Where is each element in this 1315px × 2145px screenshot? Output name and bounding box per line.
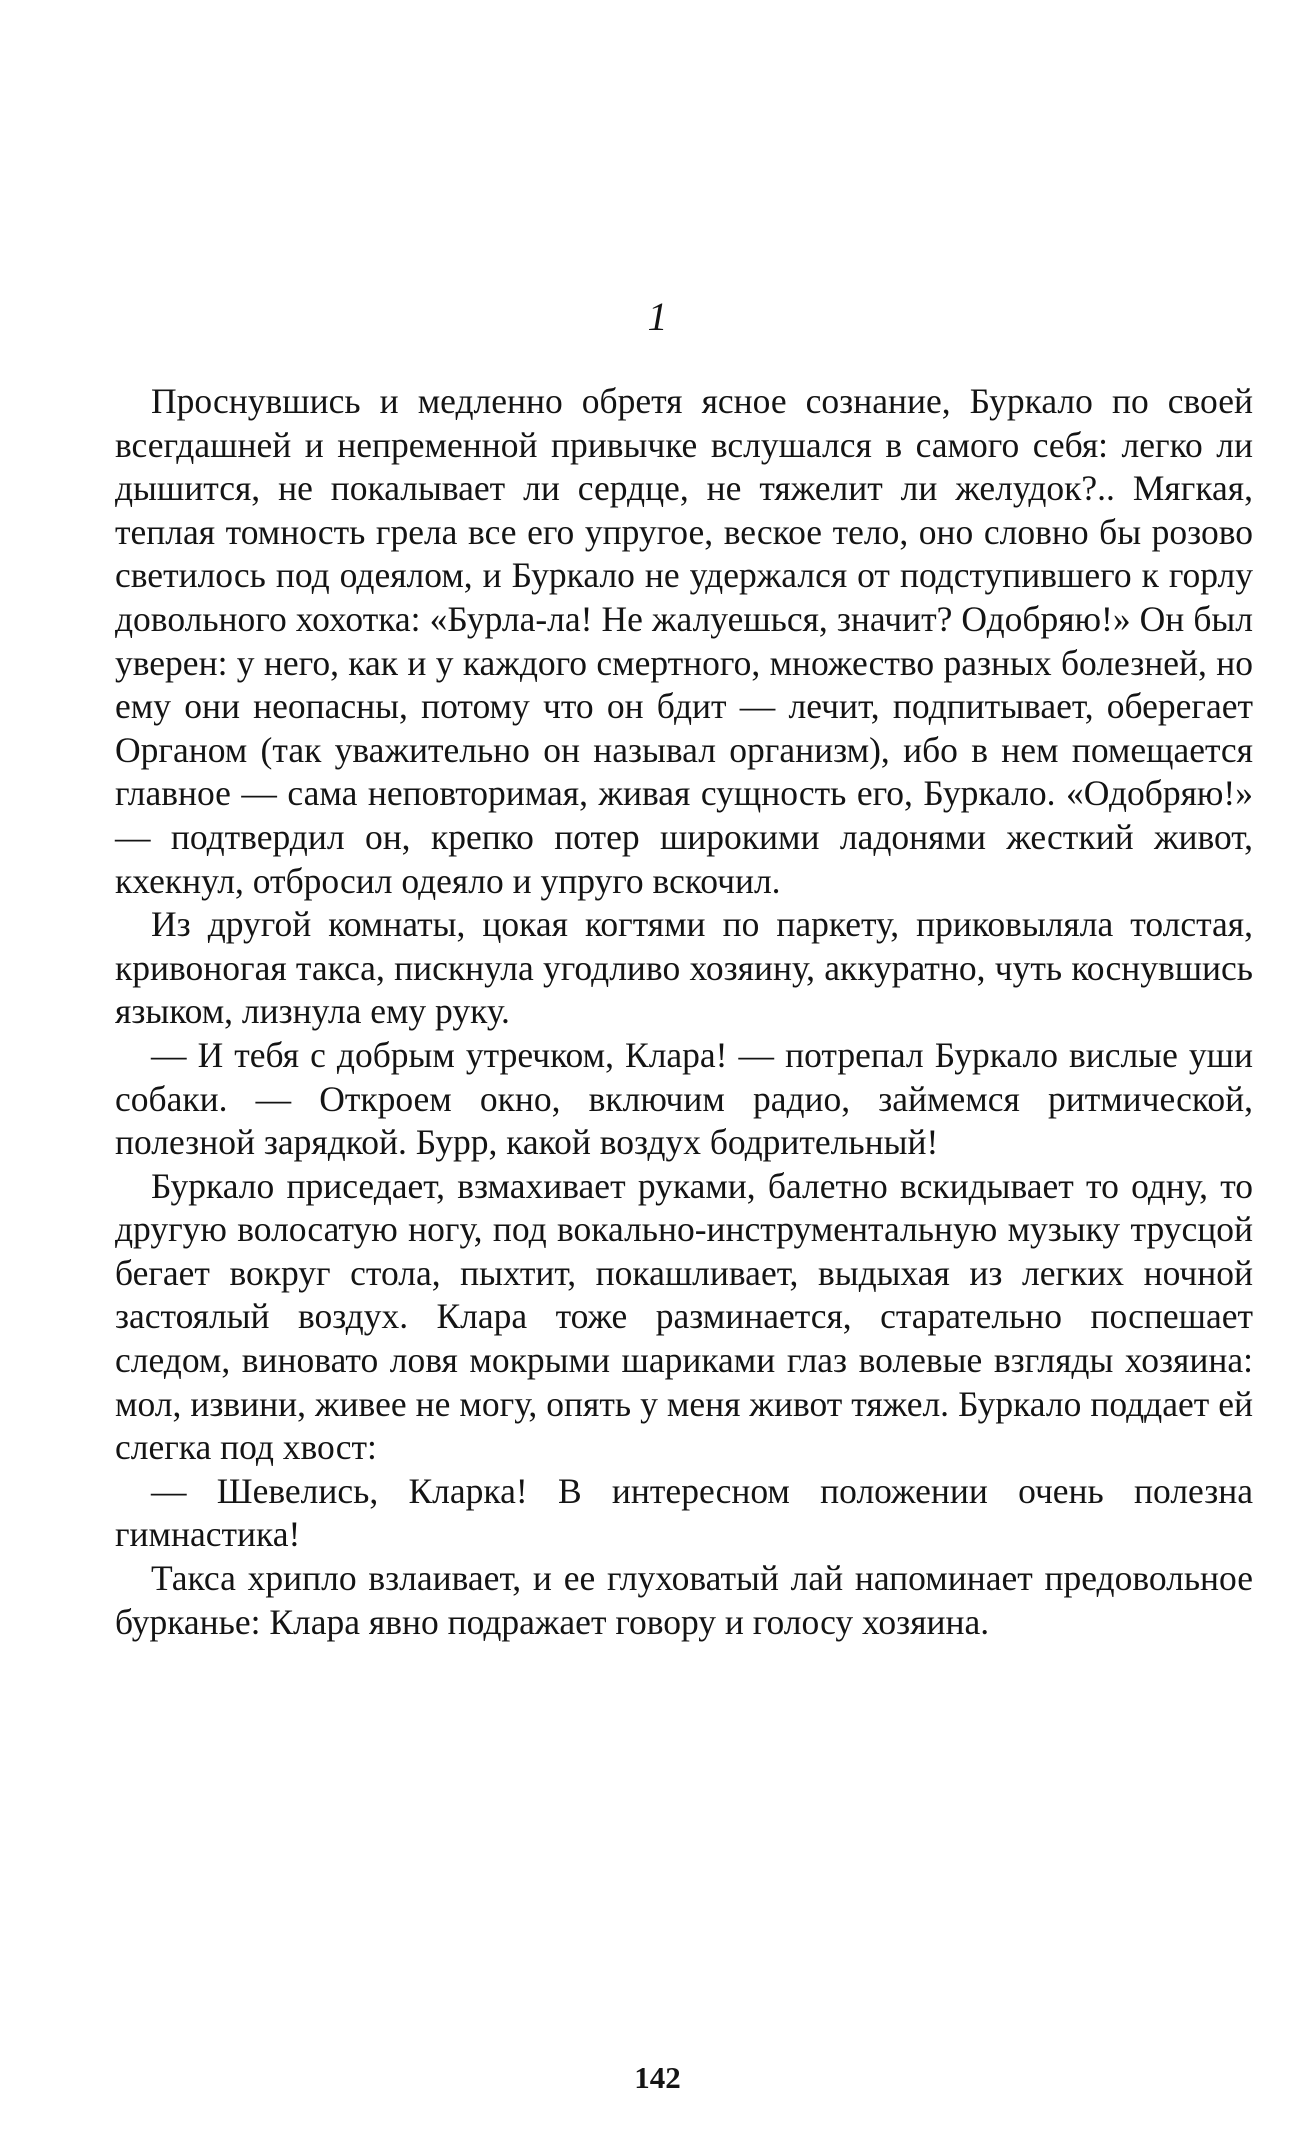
chapter-number: 1 [647, 294, 668, 339]
page-number: 142 [634, 2060, 681, 2095]
paragraph: Буркало приседает, взмахивает руками, балетно вскидывает то одну, то другую волосатую ногу, под вокально-инструментальную музыку трусцой бегает вокруг стола, пыхтит, покашливает, выдыхая из легких ночной застоялый воздух. Клара тоже разминается, старательно поспешает следом, виновато ловя мокрыми шариками глаз волевые взгляды хозяина: мол, извини, живее не могу, опять у меня живот тяжел. Буркало поддает ей слегка под хвост: [115, 1165, 1253, 1468]
body-text [115, 380, 1253, 1644]
paragraph: Проснувшись и медленно обретя ясное сознание, Буркало по своей всегдашней и непременной привычке вслушался в самого себя: легко ли дышится, не покалывает ли сердце, не тяжелит ли желудок?.. Мягкая, теплая томность грела все его упругое, веское тело, оно словно бы розово светилось под одеялом, и Буркало не удержался от подступившего к горлу довольного хохотка: «Бурла-ла! Не жалуешься, значит? Одобряю!» Он был уверен: у него, как и у каждого смертного, множество разных болезней, но ему они неопасны, потому что он бдит — лечит, подпитывает, оберегает Органом (так уважительно он называл организм), ибо в нем помещается главное — сама неповторимая, живая сущность его, Буркало. «Одобряю!» — подтвердил он, крепко потер широкими ладонями жесткий живот, кхекнул, отбросил одеяло и упруго вскочил. [115, 381, 1253, 901]
paragraph: Такса хрипло взлаивает, и ее глуховатый лай напоминает предовольное бурканье: Клара явно подражает говору и голосу хозяина. [115, 1558, 1253, 1642]
paragraph: — Шевелись, Кларка! В интересном положении очень полезна гимнастика! [115, 1470, 1253, 1555]
paragraph: Из другой комнаты, цокая когтями по паркету, приковыляла толстая, кривоногая такса, пискнула угодливо хозяину, аккуратно, чуть коснувшись языком, лизнула ему руку. [115, 904, 1253, 1032]
paragraph: — И тебя с добрым утречком, Клара! — потрепал Буркало вислые уши собаки. — Откроем окно, включим радио, займемся ритмической, полезной зарядкой. Бурр, какой воздух бодрительный! [115, 1034, 1253, 1163]
